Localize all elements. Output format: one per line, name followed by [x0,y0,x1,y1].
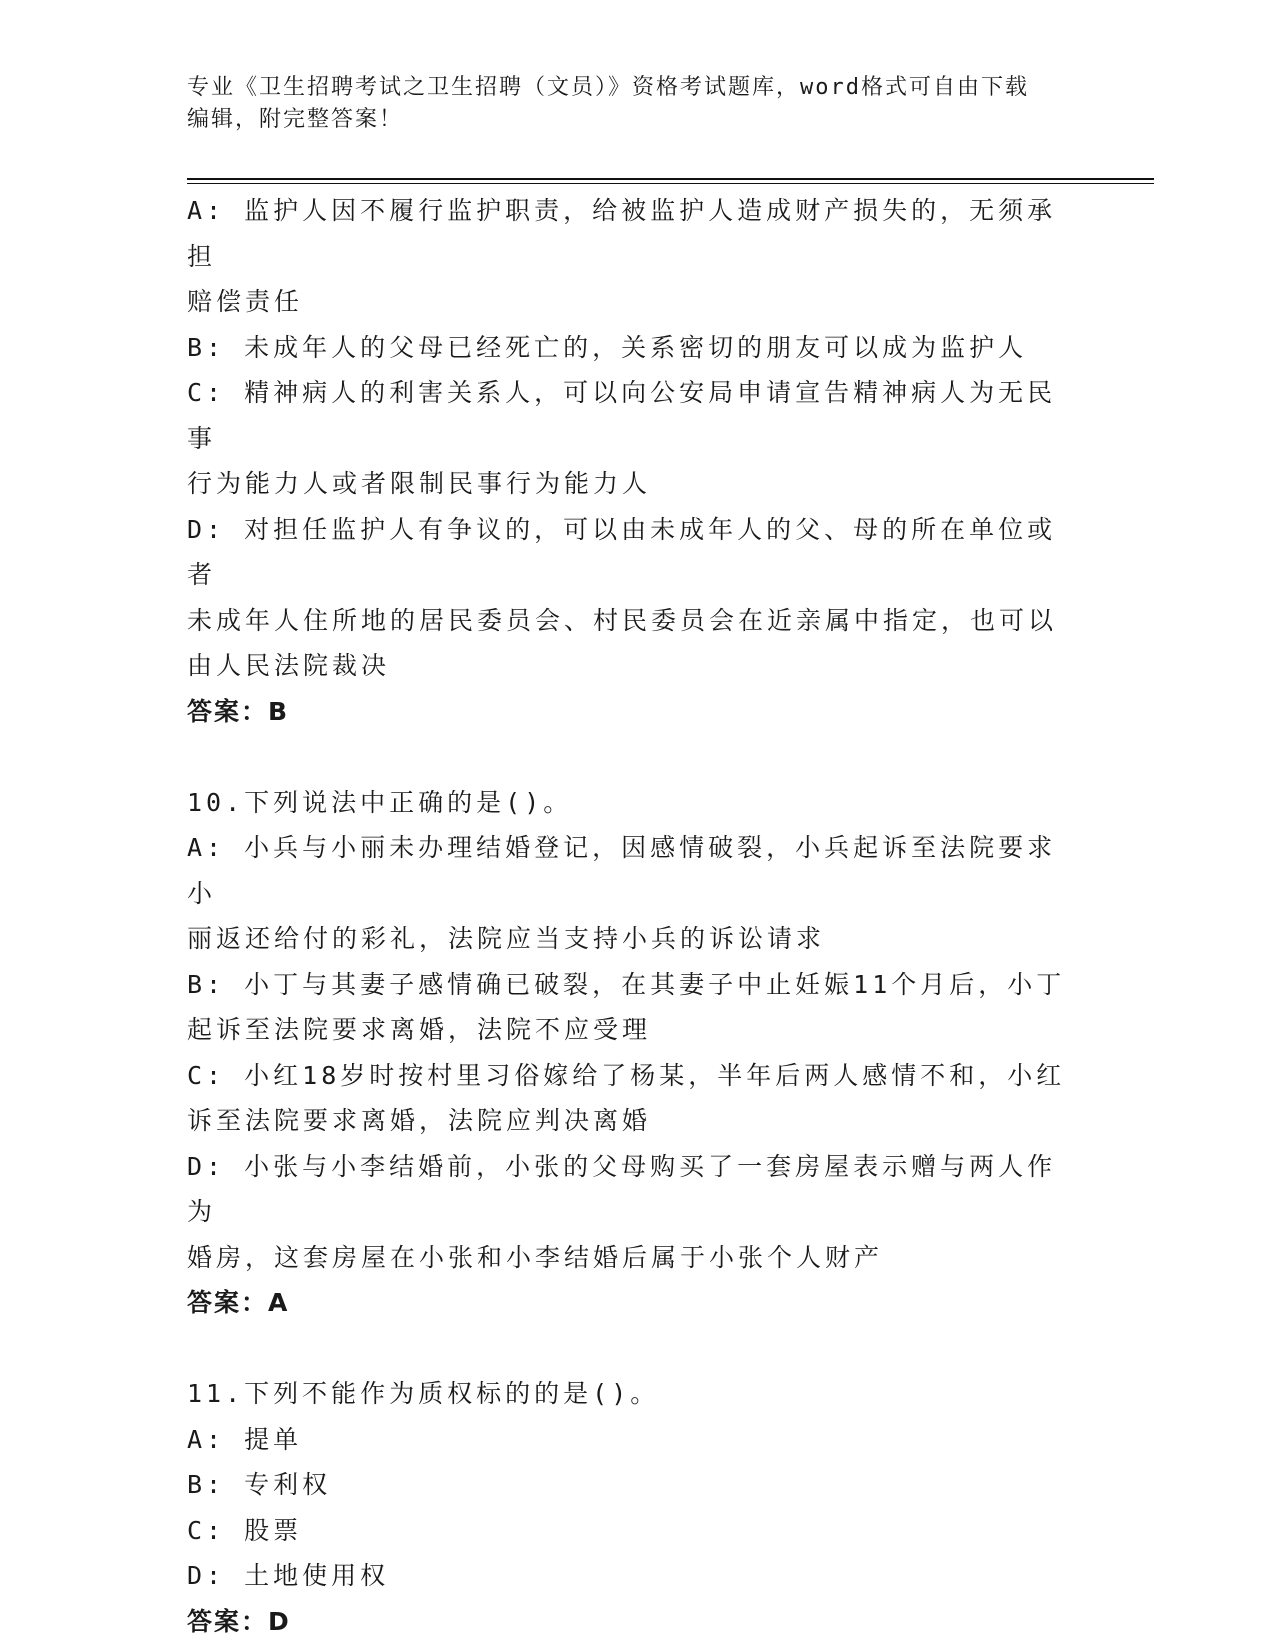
q9-option-d-line-3: 由人民法院裁决 [187,651,391,680]
spacer [187,734,1067,780]
spacer [187,1326,1067,1372]
q10-option-b-line-2: 起诉至法院要求离婚，法院不应受理 [187,1015,652,1044]
header-line-1: 专业《卫生招聘考试之卫生招聘（文员）》资格考试题库，word格式可自由下载 [187,75,1029,100]
q9-option-a-line-2: 赔偿责任 [187,287,304,316]
q9-option-d-line-1: D: 对担任监护人有争议的，可以由未成年人的父、母的所在单位或者 [187,514,1057,589]
q9-answer: 答案：B [187,696,290,726]
q9-option-a-line-1: A: 监护人因不履行监护职责，给被监护人造成财产损失的，无须承担 [187,196,1057,271]
q9-option-b: B: 未成年人的父母已经死亡的，关系密切的朋友可以成为监护人 [187,332,1028,362]
q10-option-c-line-2: 诉至法院要求离婚，法院应判决离婚 [187,1106,652,1135]
q10-option-a-line-2: 丽返还给付的彩礼，法院应当支持小兵的诉讼请求 [187,924,826,953]
q10-option-b-line-1: B: 小丁与其妻子感情确已破裂，在其妻子中止妊娠11个月后，小丁 [187,969,1066,999]
header-divider-thick [187,178,1154,180]
q10-option-a-line-1: A: 小兵与小丽未办理结婚登记，因感情破裂，小兵起诉至法院要求小 [187,833,1057,908]
header-line-2: 编辑，附完整答案！ [187,107,404,132]
document-body [187,188,1067,1644]
question-10 [187,780,1067,1326]
q11-option-d: D: 土地使用权 [187,1561,390,1590]
q10-question: 10.下列说法中正确的是()。 [187,787,573,817]
question-9 [187,188,1067,734]
header-divider-thin [187,183,1154,184]
q10-option-c-line-1: C: 小红18岁时按村里习俗嫁给了杨某，半年后两人感情不和，小红 [187,1060,1066,1090]
q9-option-c-line-1: C: 精神病人的利害关系人，可以向公安局申请宣告精神病人为无民事 [187,378,1057,453]
q9-option-d-line-2: 未成年人住所地的居民委员会、村民委员会在近亲属中指定，也可以 [187,605,1058,635]
q11-question: 11.下列不能作为质权标的的是()。 [187,1379,660,1408]
q10-answer: 答案：A [187,1288,290,1317]
q11-option-b: B: 专利权 [187,1470,332,1499]
q11-answer: 答案：D [187,1606,291,1636]
q11-option-a: A: 提单 [187,1424,303,1454]
q10-option-d-line-1: D: 小张与小李结婚前，小张的父母购买了一套房屋表示赠与两人作为 [187,1151,1057,1226]
q11-option-c: C: 股票 [187,1515,303,1545]
q9-option-c-line-2: 行为能力人或者限制民事行为能力人 [187,469,652,498]
question-11 [187,1371,1067,1644]
document-header [187,72,1067,136]
q10-option-d-line-2: 婚房，这套房屋在小张和小李结婚后属于小张个人财产 [187,1242,884,1272]
